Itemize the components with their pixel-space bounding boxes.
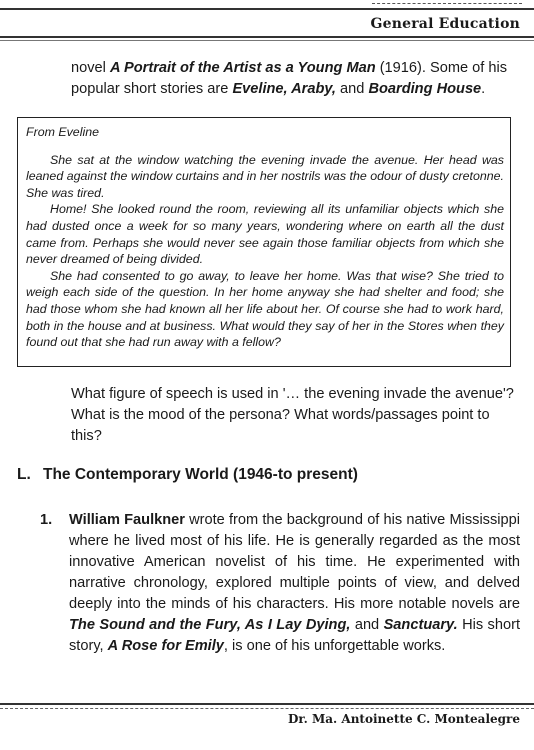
section-title: The Contemporary World (1946-to present) bbox=[43, 466, 358, 483]
novel-title: Sanctuary. bbox=[383, 617, 458, 633]
author-name: William Faulkner bbox=[69, 512, 185, 528]
footer-top-rule bbox=[0, 703, 534, 705]
novel-titles: The Sound and the Fury, As I Lay Dying, bbox=[69, 617, 351, 633]
excerpt-paragraph: She sat at the window watching the evening invade the avenue. Her head was leaned against the window curtains and in her nostrils was the odour of dusty cretonne. She was tired. bbox=[26, 152, 504, 200]
story-title: A Rose for Emily bbox=[107, 638, 224, 654]
header-dashed-rule bbox=[372, 3, 522, 4]
section-heading bbox=[17, 466, 358, 484]
list-item-number: 1. bbox=[40, 512, 53, 528]
header-top-rule bbox=[0, 8, 534, 10]
header-bottom-rule bbox=[0, 36, 534, 38]
excerpt-title: From Eveline bbox=[26, 125, 99, 139]
story-title: Boarding House bbox=[368, 81, 482, 97]
excerpt-paragraph: Home! She looked round the room, reviewing all its unfamiliar objects which she had dusted once a week for so many years, wondering where on earth all the dust came from. Perhaps she would never see again those familiar objects from which she never dreamed of being divided. bbox=[26, 202, 504, 267]
intro-paragraph: novel A Portrait of the Artist as a Young Man (1916). Some of his popular short stories are Eveline, Araby, and Boarding House. bbox=[71, 60, 508, 97]
discussion-question: What figure of speech is used in '… the evening invade the avenue'? What is the mood of the persona? What words/passages point to this? bbox=[71, 386, 514, 444]
list-item bbox=[40, 510, 520, 657]
running-header-title: General Education bbox=[370, 16, 520, 32]
story-titles: Eveline, Araby, bbox=[232, 81, 336, 97]
footer-dashed-rule bbox=[0, 708, 534, 709]
footer-author: Dr. Ma. Antoinette C. Montealegre bbox=[288, 712, 520, 726]
excerpt-box bbox=[17, 117, 511, 367]
novel-title: A Portrait of the Artist as a Young Man bbox=[109, 60, 376, 76]
excerpt-paragraph: She had consented to go away, to leave her home. Was that wise? She tried to weigh each side of the question. In her home anyway she had shelter and food; she had those whom she had known all her life about her. Of course she had to work hard, both in the house and at business. What would they say of her in the Stores when they found out that she had run away with a fellow? bbox=[26, 268, 504, 350]
section-letter: L. bbox=[17, 466, 31, 483]
list-item-text: William Faulkner wrote from the background of his native Mississippi where he lived most of his life. He is generally regarded as the most innovative American novelist of his time. He experimented with narrative chronology, explored multiple points of view, and delved deeply into the minds of his characters. His more notable novels are The Sound and the Fury, As I Lay Dying, and Sanctuary. His short story, A Rose for Emily, is one of his unforgettable works. bbox=[69, 512, 520, 654]
header-thin-rule bbox=[0, 40, 534, 41]
